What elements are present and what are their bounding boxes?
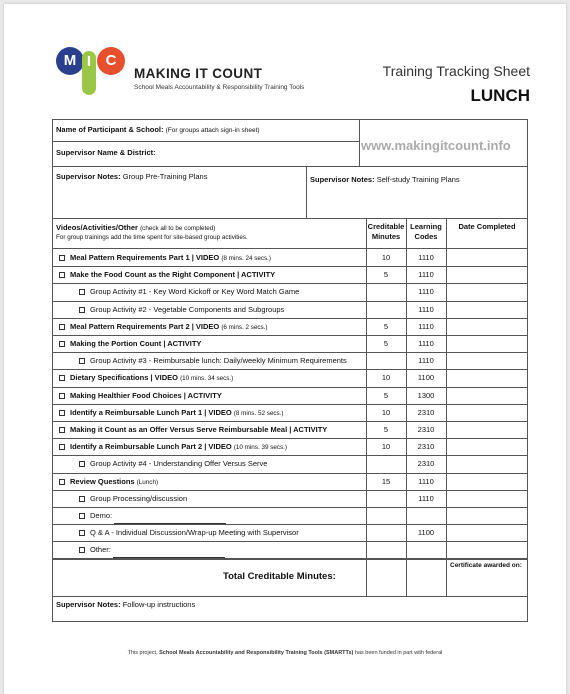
creditable-minutes: 5 <box>383 339 389 348</box>
activity-label: Making Healthier Food Choices | ACTIVITY <box>70 390 222 400</box>
learning-code: 1110 <box>418 321 434 331</box>
date-completed-cell[interactable] <box>447 473 527 490</box>
col-date: Date Completed <box>458 222 516 231</box>
activity-row[interactable] <box>59 438 287 455</box>
sheet-title: Training Tracking Sheet <box>382 63 530 79</box>
date-completed-cell[interactable] <box>447 249 527 266</box>
activity-note: (8 mins. 24 secs.) <box>221 255 272 262</box>
activity-row[interactable] <box>59 404 284 421</box>
activity-row[interactable] <box>59 266 275 283</box>
notes-left-text: Group Pre-Training Plans <box>122 172 208 181</box>
activity-note: (Lunch) <box>136 478 159 486</box>
learning-code: 2310 <box>417 442 435 452</box>
learning-code: 1110 <box>418 270 434 280</box>
videos-subnote: For group trainings add the time spent for site-based group activities. <box>56 234 248 241</box>
checkbox-icon[interactable] <box>79 289 85 295</box>
date-completed-cell[interactable] <box>447 369 527 386</box>
creditable-minutes: 5 <box>383 425 389 434</box>
activity-label: Making the Portion Count | ACTIVITY <box>70 339 202 348</box>
checkbox-icon[interactable] <box>79 307 85 313</box>
activity-row[interactable] <box>59 318 268 335</box>
funding-footer <box>0 650 570 656</box>
row-divider <box>53 559 527 560</box>
footer-prefix: This project, <box>127 650 158 656</box>
activity-row[interactable] <box>79 301 284 318</box>
activity-label: Meal Pattern Requirements Part 1 | VIDEO <box>70 253 220 262</box>
notes-left[interactable] <box>56 172 207 181</box>
date-completed-cell[interactable] <box>447 421 527 438</box>
checkbox-icon[interactable] <box>79 461 85 467</box>
learning-code: 2310 <box>417 407 435 417</box>
activity-row[interactable] <box>59 473 158 490</box>
date-completed-cell[interactable] <box>447 524 527 541</box>
fill-in-blank[interactable] <box>113 549 225 558</box>
checkbox-icon[interactable] <box>59 444 65 450</box>
notes-left-label: Supervisor Notes: <box>56 172 121 181</box>
activity-label: Group Activity #4 - Understanding Offer Versus Serve <box>90 459 268 469</box>
learning-code: 1110 <box>418 356 434 366</box>
brand-subtitle: School Meals Accountability & Responsibility Training Tools <box>134 84 305 91</box>
activity-label: Group Processing/discussion <box>90 493 188 503</box>
learning-code: 1100 <box>417 528 435 538</box>
videos-header <box>56 223 215 232</box>
tracking-form <box>52 119 528 622</box>
videos-note: (check all to be completed) <box>140 225 216 232</box>
meal-title: LUNCH <box>470 86 530 105</box>
footer-project: School Meals Accountability and Responsibility Training Tools (SMARTTs) <box>159 650 354 656</box>
activity-note: (8 mins. 52 secs.) <box>233 409 284 417</box>
certificate-label: Certificate awarded on: <box>450 562 522 569</box>
activity-label: Dietary Specifications | VIDEO <box>70 373 178 383</box>
checkbox-icon[interactable] <box>59 410 65 416</box>
col-codes: Learning Codes <box>410 222 442 241</box>
checkbox-icon[interactable] <box>59 393 65 399</box>
date-completed-cell[interactable] <box>447 490 527 507</box>
checkbox-icon[interactable] <box>79 513 85 519</box>
activity-note: (10 mins. 34 secs.) <box>180 375 234 383</box>
logo-m: M <box>56 47 84 75</box>
date-completed-cell[interactable] <box>447 541 527 558</box>
date-completed-cell[interactable] <box>447 507 527 524</box>
total-minutes-label: Total Creditable Minutes: <box>223 571 336 582</box>
col-minutes: Creditable Minutes <box>367 222 405 241</box>
activity-label: Group Activity #3 - Reimbursable lunch: Daily/weekly Minimum Requirements <box>90 356 347 366</box>
checkbox-icon[interactable] <box>79 496 85 502</box>
activity-row[interactable] <box>79 352 347 369</box>
videos-label: Videos/Activities/Other <box>56 223 138 232</box>
checkbox-icon[interactable] <box>79 547 85 553</box>
date-completed-cell[interactable] <box>447 352 527 369</box>
notes-right[interactable] <box>310 175 460 184</box>
notes-right-text: Self-study Training Plans <box>376 175 460 184</box>
followup-label: Supervisor Notes: <box>56 600 121 609</box>
activity-label: Group Activity #1 - Key Word Kickoff or Key Word Match Game <box>90 287 300 297</box>
supervisor-label: Supervisor Name & District: <box>56 148 156 157</box>
logo-i: I <box>82 51 96 95</box>
date-completed-cell[interactable] <box>447 335 527 352</box>
activity-row[interactable] <box>59 387 222 404</box>
creditable-minutes: 5 <box>383 321 389 331</box>
activity-row[interactable] <box>59 335 201 352</box>
creditable-minutes: 10 <box>381 373 391 383</box>
checkbox-icon[interactable] <box>79 358 85 364</box>
activity-note: (10 mins. 39 secs.) <box>233 444 288 452</box>
activity-row[interactable] <box>79 455 267 472</box>
participant-field[interactable] <box>56 125 260 134</box>
date-completed-cell[interactable] <box>447 318 527 335</box>
creditable-minutes: 10 <box>381 253 391 262</box>
followup-notes[interactable] <box>56 600 195 609</box>
footer-suffix: has been funded in part with federal <box>354 650 443 656</box>
date-completed-cell[interactable] <box>447 283 527 300</box>
activity-row[interactable] <box>79 524 299 541</box>
activity-note: (6 mins. 2 secs.) <box>221 323 268 331</box>
checkbox-icon[interactable] <box>59 375 65 381</box>
checkbox-icon[interactable] <box>59 324 65 330</box>
activity-row[interactable] <box>59 249 271 266</box>
activity-label: Meal Pattern Requirements Part 2 | VIDEO <box>70 321 220 331</box>
checkbox-icon[interactable] <box>59 255 65 261</box>
participant-label: Name of Participant & School: <box>56 125 164 134</box>
activity-label: Demo: <box>90 511 113 520</box>
learning-code: 1110 <box>418 304 434 314</box>
learning-code: 1110 <box>418 476 434 486</box>
learning-code: 2310 <box>417 425 435 434</box>
checkbox-icon[interactable] <box>59 427 65 433</box>
learning-code: 1110 <box>418 339 434 348</box>
learning-code: 1100 <box>417 373 435 383</box>
logo-c: C <box>97 47 125 75</box>
activity-label: Review Questions <box>70 476 135 486</box>
creditable-minutes: 15 <box>381 476 391 486</box>
activity-label: Make the Food Count as the Right Component | ACTIVITY <box>70 270 276 280</box>
creditable-minutes: 5 <box>383 390 389 400</box>
learning-code: 1300 <box>417 390 435 400</box>
activity-label: Identify a Reimbursable Lunch Part 2 | VIDEO <box>70 442 232 452</box>
activity-row[interactable] <box>79 490 187 507</box>
checkbox-icon[interactable] <box>59 479 65 485</box>
activity-row[interactable] <box>59 369 233 386</box>
activity-label: Q & A - Individual Discussion/Wrap-up Meeting with Supervisor <box>90 528 299 538</box>
learning-code: 1110 <box>418 287 434 297</box>
creditable-minutes: 10 <box>381 442 391 452</box>
activity-label: Other: <box>90 545 111 555</box>
creditable-minutes: 5 <box>383 270 389 280</box>
date-completed-cell[interactable] <box>447 301 527 318</box>
activity-label: Identify a Reimbursable Lunch Part 1 | VIDEO <box>70 407 232 417</box>
activity-row[interactable] <box>79 283 299 300</box>
learning-code: 2310 <box>417 459 435 469</box>
activity-row[interactable] <box>59 421 327 438</box>
brand-name: MAKING IT COUNT <box>134 66 263 81</box>
activity-row[interactable] <box>79 541 225 558</box>
creditable-minutes: 10 <box>381 407 391 417</box>
activity-label: Group Activity #2 - Vegetable Components and Subgroups <box>90 304 285 314</box>
followup-text: Follow-up instructions <box>122 600 196 609</box>
learning-code: 1110 <box>418 253 434 262</box>
date-completed-cell[interactable] <box>447 455 527 472</box>
date-completed-cell[interactable] <box>447 438 527 455</box>
learning-code: 1110 <box>418 493 434 503</box>
activity-label: Making it Count as an Offer Versus Serve Reimbursable Meal | ACTIVITY <box>70 425 328 434</box>
checkbox-icon[interactable] <box>59 341 65 347</box>
date-completed-cell[interactable] <box>447 404 527 421</box>
checkbox-icon[interactable] <box>59 272 65 278</box>
fill-in-blank[interactable] <box>114 515 226 524</box>
notes-right-label: Supervisor Notes: <box>310 175 375 184</box>
participant-note: (For groups attach sign-in sheet) <box>165 127 260 134</box>
activity-row[interactable] <box>79 507 226 524</box>
checkbox-icon[interactable] <box>79 530 85 536</box>
website-url[interactable]: www.makingitcount.info <box>361 138 511 153</box>
date-completed-cell[interactable] <box>447 387 527 404</box>
date-completed-cell[interactable] <box>447 266 527 283</box>
